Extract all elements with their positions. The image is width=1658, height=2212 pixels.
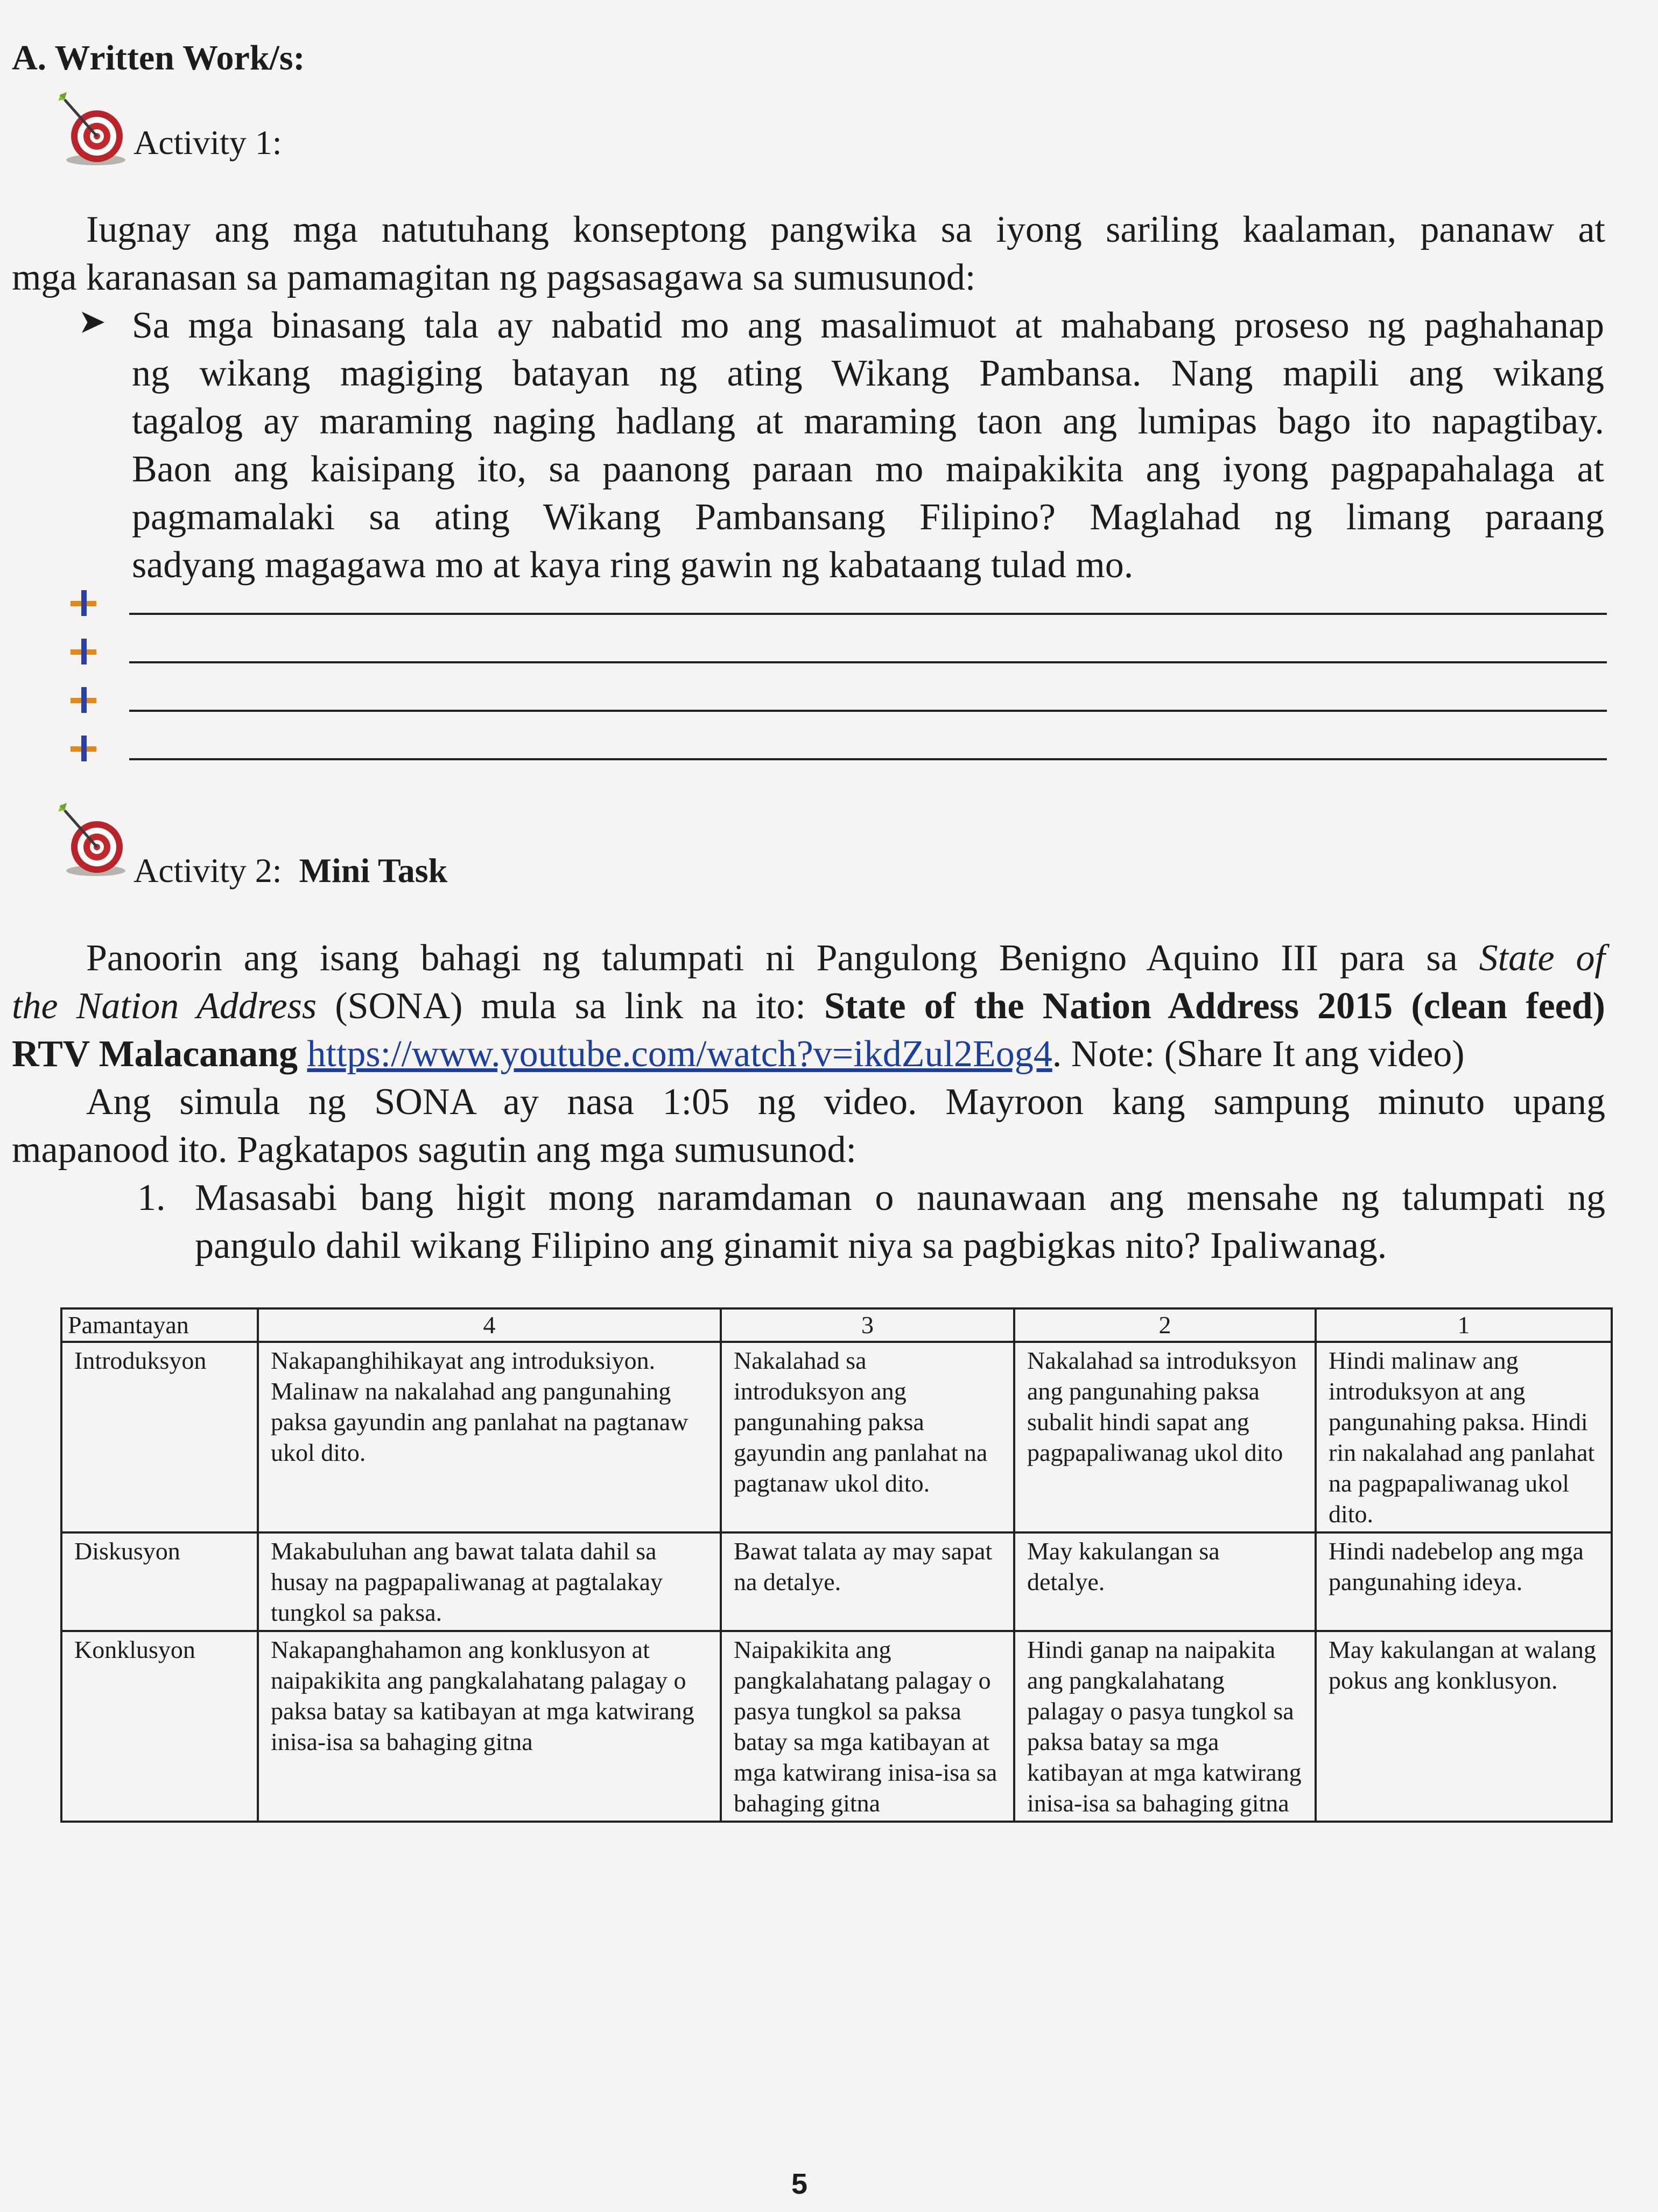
bullet-line: tagalog ay maraming naging hadlang at maraming taon ang lumipas bago ito napagtibay. (132, 401, 1604, 442)
plus-bullet-icon (67, 732, 100, 765)
instruction-line (12, 934, 1605, 982)
plus-bullet-icon (67, 635, 100, 668)
header-score-2: 2 (1014, 1308, 1316, 1342)
activity-2-title: Mini Task (299, 851, 448, 890)
instruction-line: Ang simula ng SONA ay nasa 1:05 ng video. Mayroon kang sampung minuto upang (86, 1081, 1605, 1123)
instruction-text: Panoorin ang isang bahagi ng talumpati ni Pangulong Benigno Aquino III para sa (86, 937, 1479, 979)
score-1-cell: May kakulangan at walang pokus ang konklusyon. (1316, 1631, 1612, 1822)
sona-title-italic: State of (1479, 937, 1605, 979)
score-2-cell: Hindi ganap na naipakita ang pangkalahatang palagay o pasya tungkol sa paksa batay sa mga katibayan at mga katwirang inisa-isa sa bahaging gitna (1014, 1631, 1316, 1822)
bullet-line: Baon ang kaisipang ito, sa paanong paraan mo maipakikita ang iyong pagpapahalaga at (132, 449, 1604, 490)
target-dart-icon (54, 89, 135, 170)
criterion-cell: Konklusyon (61, 1631, 258, 1822)
arrow-bullet-icon: ➤ (78, 304, 106, 340)
score-2-cell: Nakalahad sa introduksyon ang pangunahing paksa subalit hindi sapat ang pagpapaliwanag ukol dito (1014, 1342, 1316, 1532)
header-score-1: 1 (1316, 1308, 1612, 1342)
rubric-table (60, 1307, 1613, 1823)
page-number: 5 (791, 2168, 808, 2200)
video-source: RTV Malacanang (12, 1033, 298, 1075)
activity-2-instructions (12, 934, 1605, 1174)
question-1-text (195, 1174, 1605, 1270)
section-title: A. Written Work/s: (12, 38, 305, 78)
activity-2-label-text: Activity 2: (134, 851, 282, 890)
youtube-link[interactable]: https://www.youtube.com/watch?v=ikdZul2Eog4 (307, 1033, 1052, 1075)
activity-2-label (134, 851, 447, 891)
sona-title-italic: the Nation Address (12, 985, 317, 1027)
instruction-note: . Note: (Share It ang video) (1052, 1033, 1465, 1075)
score-2-cell: May kakulangan sa detalye. (1014, 1532, 1316, 1631)
activity-1-label: Activity 1: (134, 123, 282, 162)
header-score-4: 4 (258, 1308, 721, 1342)
criterion-cell: Diskusyon (61, 1532, 258, 1631)
score-3-cell: Bawat talata ay may sapat na detalye. (721, 1532, 1014, 1631)
answer-line-2[interactable] (67, 635, 1607, 668)
score-1-cell: Hindi nadebelop ang mga pangunahing ideya. (1316, 1532, 1612, 1631)
rubric-row-diskusyon (61, 1532, 1612, 1631)
rubric-row-konklusyon (61, 1631, 1612, 1822)
criterion-cell: Introduksyon (61, 1342, 258, 1532)
intro-line: mga karanasan sa pamamagitan ng pagsasagawa sa sumusunod: (12, 257, 976, 298)
bullet-line: pagmamalaki sa ating Wikang Pambansang Filipino? Maglahad ng limang paraang (132, 496, 1604, 538)
rubric-header-row (61, 1308, 1612, 1342)
score-4-cell: Makabuluhan ang bawat talata dahil sa husay na pagpapaliwanag at pagtalakay tungkol sa paksa. (258, 1532, 721, 1631)
answer-line-3[interactable] (67, 684, 1607, 716)
instruction-line: mapanood ito. Pagkatapos sagutin ang mga sumusunod: (12, 1129, 856, 1171)
header-pamantayan: Pamantayan (61, 1308, 258, 1342)
bullet-line: Sa mga binasang tala ay nabatid mo ang masalimuot at mahabang proseso ng paghahanap (132, 305, 1604, 346)
plus-bullet-icon (67, 684, 100, 716)
score-4-cell: Nakapanghihikayat ang introduksiyon. Malinaw na nakalahad ang pangunahing paksa gayundin ang panlahat na pagtanaw ukol dito. (258, 1342, 721, 1532)
instruction-text: (SONA) mula sa link na ito: (317, 985, 824, 1027)
activity-1-bullet-text (132, 302, 1604, 589)
instruction-line (12, 1030, 1605, 1078)
question-1-number: 1. (137, 1177, 166, 1219)
instruction-line (12, 982, 1605, 1030)
question-line: pangulo dahil wikang Filipino ang ginamit niya sa pagbigkas nito? Ipaliwanag. (195, 1225, 1387, 1266)
score-1-cell: Hindi malinaw ang introduksyon at ang pangunahing paksa. Hindi rin nakalahad ang panlahat na pagpapaliwanag ukol dito. (1316, 1342, 1612, 1532)
score-3-cell: Naipakikita ang pangkalahatang palagay o pasya tungkol sa paksa batay sa mga katibayan at mga katwirang inisa-isa sa bahaging gitna (721, 1631, 1014, 1822)
rubric-row-introduksyon (61, 1342, 1612, 1532)
video-title: State of the Nation Address 2015 (clean feed) (824, 985, 1605, 1027)
plus-bullet-icon (67, 587, 100, 619)
score-3-cell: Nakalahad sa introduksyon ang pangunahing paksa gayundin ang panlahat na pagtanaw ukol dito. (721, 1342, 1014, 1532)
intro-line: Iugnay ang mga natutuhang konseptong pangwika sa iyong sariling kaalaman, pananaw at (86, 209, 1605, 250)
activity-1-intro (12, 206, 1605, 302)
target-dart-icon (54, 800, 135, 880)
header-score-3: 3 (721, 1308, 1014, 1342)
question-line: Masasabi bang higit mong naramdaman o naunawaan ang mensahe ng talumpati ng (195, 1177, 1605, 1219)
answer-line-4[interactable] (67, 732, 1607, 765)
answer-line-1[interactable] (67, 587, 1607, 619)
bullet-line: sadyang magagawa mo at kaya ring gawin ng kabataang tulad mo. (132, 544, 1134, 586)
score-4-cell: Nakapanghahamon ang konklusyon at naipakikita ang pangkalahatang palagay o paksa batay sa katibayan at mga katwirang inisa-isa sa bahaging gitna (258, 1631, 721, 1822)
bullet-line: ng wikang magiging batayan ng ating Wikang Pambansa. Nang mapili ang wikang (132, 353, 1604, 394)
